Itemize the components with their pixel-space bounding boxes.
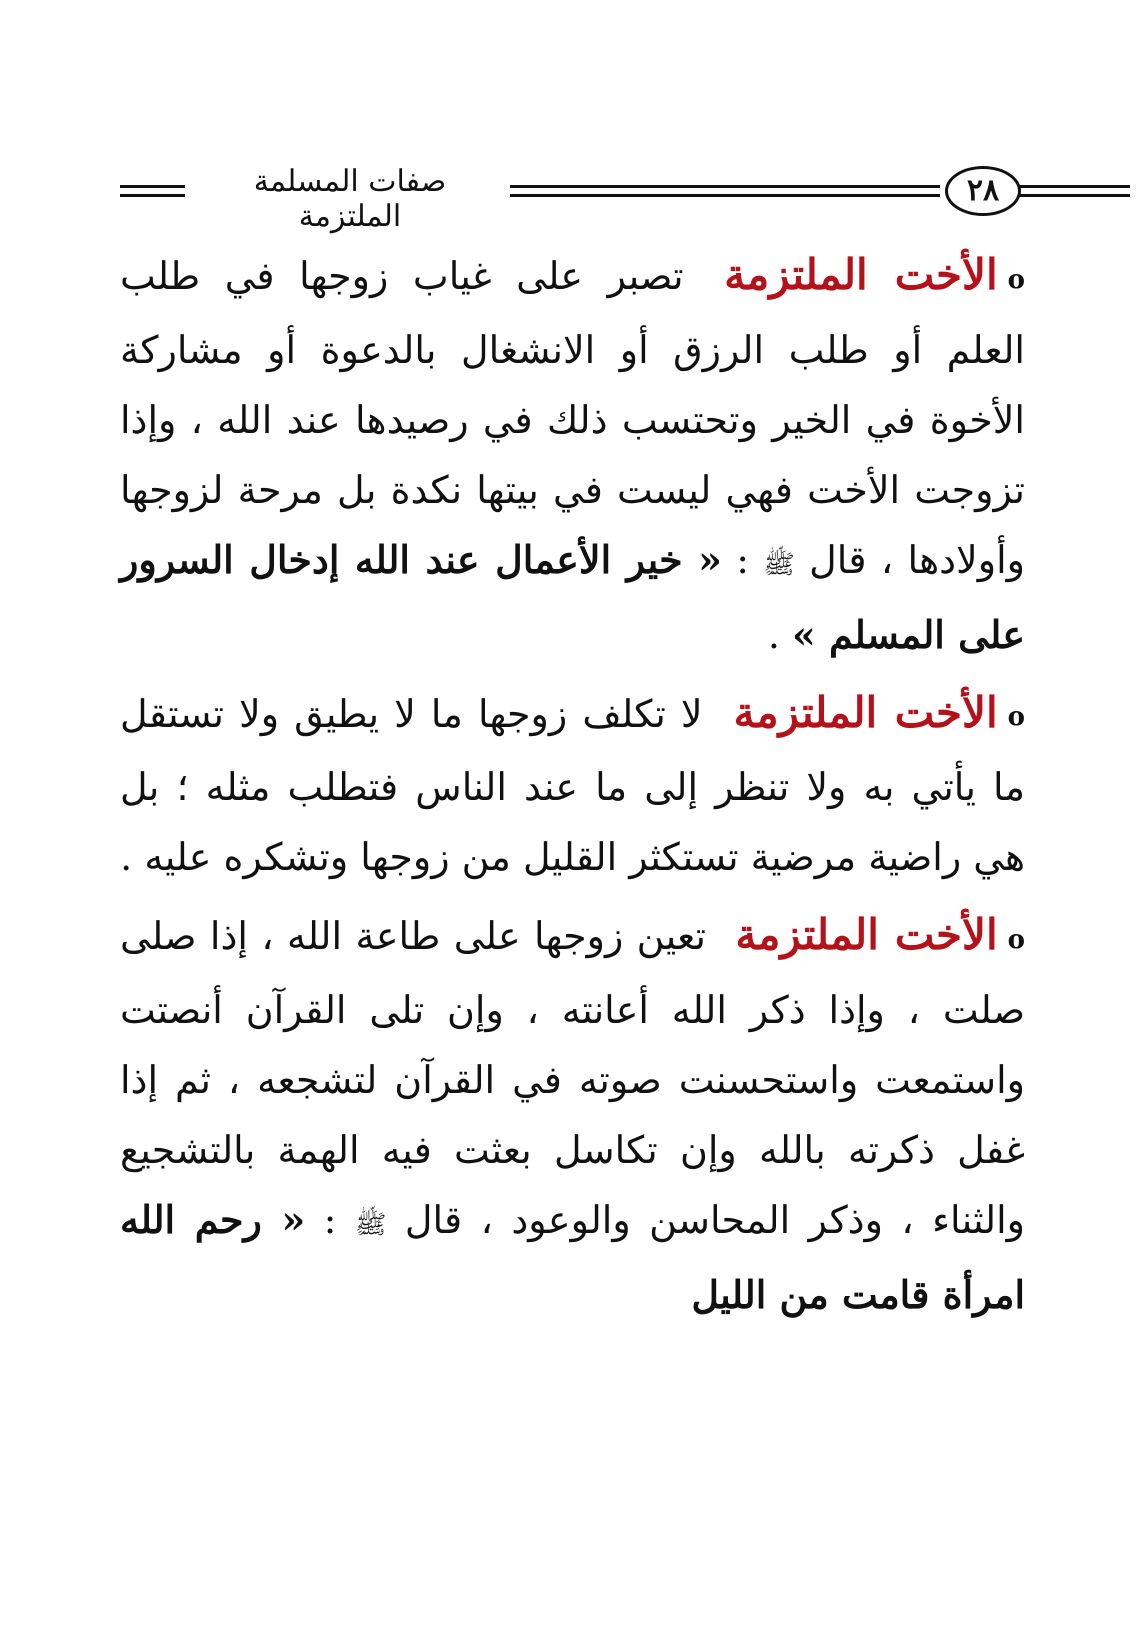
honorific: ﷺ <box>763 549 795 580</box>
page-header <box>120 160 1030 234</box>
separator: : <box>305 1197 355 1242</box>
header-rule-right <box>1020 185 1130 197</box>
paragraph-end: . <box>767 612 792 657</box>
paragraph-3 <box>120 900 1025 1330</box>
hadith-quote: « رحم الله امرأة قامت من الليل <box>120 1196 1025 1317</box>
page-number: ٢٨ <box>945 166 1021 216</box>
bullet-icon: o <box>1007 264 1025 295</box>
paragraph-text: تعين زوجها على طاعة الله ، إذا صلى صلت ، وإذا ذكر الله أعانته ، وإن تلى القرآن أنصتت واستمعت واستحسنت صوته في القرآن لتشجعه ، ثم إذا غفل ذكرته بالله وإن تكاسل بعثت فيه الهمة بالتشجيع والثناء ، وذكر المحاسن والوعود ، قال <box>120 914 1025 1242</box>
header-rule-left <box>120 185 185 197</box>
running-title: صفات المسلمة الملتزمة <box>253 164 447 234</box>
lead-phrase: الأخت الملتزمة <box>735 910 998 959</box>
hadith-quote: « خير الأعمال عند الله إدخال السرور على المسلم » <box>120 536 1025 657</box>
paragraph-2 <box>120 678 1025 893</box>
bullet-icon: o <box>1007 924 1025 955</box>
honorific: ﷺ <box>354 1209 387 1240</box>
paragraph-text: لا تكلف زوجها ما لا يطيق ولا تستقل ما يأتي به ولا تنظر إلى ما عند الناس فتطلب مثله ؛ بل هي راضية مرضية تستكثر القليل من زوجها وتشكره عليه . <box>120 691 1025 879</box>
paragraph-text: تصبر على غياب زوجها في طلب العلم أو طلب الرزق أو الانشغال بالدعوة أو مشاركة الأخوة في الخير وتحتسب ذلك في رصيدها عند الله ، وإذا تزوجت الأخت فهي ليست في بيتها نكدة بل مرحة لزوجها وأولادها ، قال <box>120 254 1025 582</box>
bullet-icon: o <box>1007 702 1025 732</box>
lead-phrase: الأخت الملتزمة <box>733 687 998 737</box>
page-body <box>120 240 1025 1338</box>
header-rule-middle <box>510 185 940 197</box>
lead-phrase: الأخت الملتزمة <box>724 250 998 299</box>
separator: : <box>721 537 764 582</box>
paragraph-1 <box>120 240 1025 670</box>
